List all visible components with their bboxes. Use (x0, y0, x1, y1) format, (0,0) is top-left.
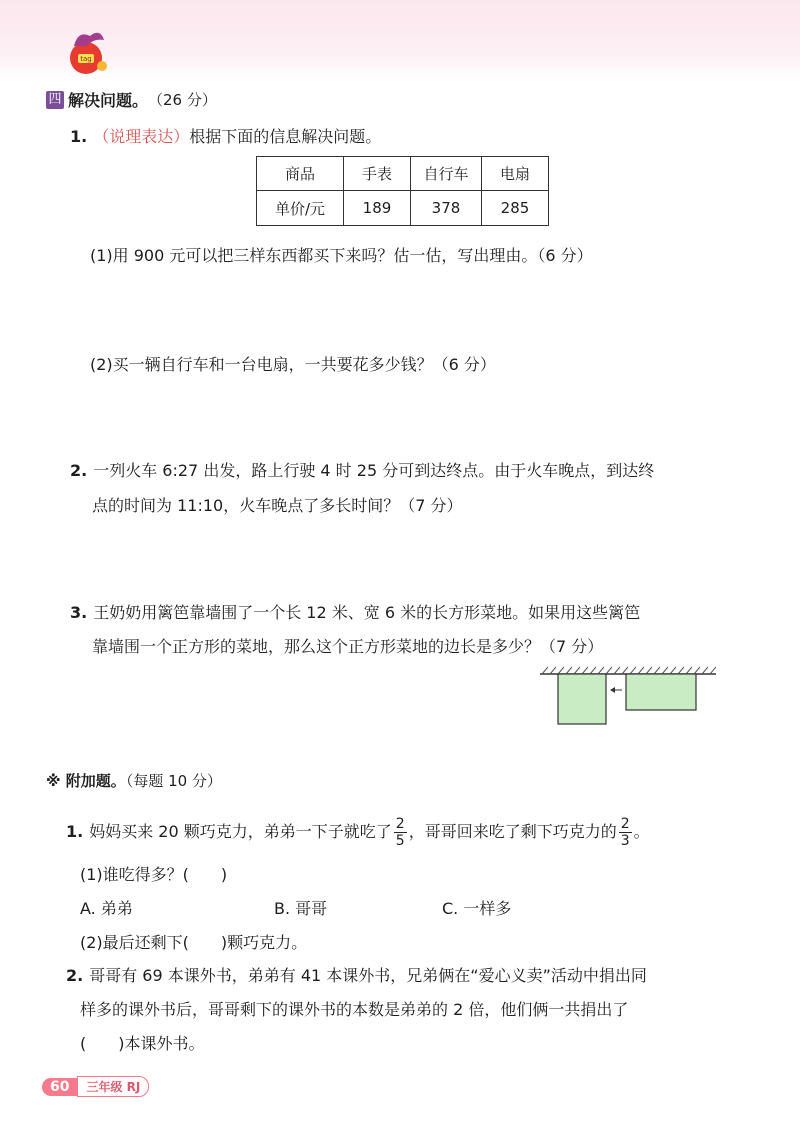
table-cell: 378 (411, 191, 482, 226)
table-row (257, 157, 549, 191)
q1-sub1: (1)用 900 元可以把三样东西都买下来吗？估一估，写出理由。（6 分） (90, 246, 593, 265)
table-row (257, 191, 549, 226)
fraction-denominator: 3 (620, 833, 630, 849)
table-header-cell: 商品 (257, 157, 344, 191)
q2-line1 (70, 458, 654, 481)
table-row-label: 单价/元 (257, 191, 344, 226)
fraction-numerator: 2 (620, 816, 630, 832)
table-cell: 285 (482, 191, 549, 226)
q3-line1 (70, 600, 640, 623)
q1-tag: （说理表达） (93, 127, 190, 146)
extra-q1-sub1: (1)谁吃得多？( ) (80, 865, 228, 884)
option-a: A. 弟弟 (80, 899, 133, 918)
fraction-numerator: 2 (395, 816, 405, 832)
extra-q1-text-c: 。 (633, 822, 650, 841)
fraction-two-fifths (394, 816, 407, 849)
q3-text-1: 王奶奶用篱笆靠墙围了一个长 12 米、宽 6 米的长方形菜地。如果用这些篱笆 (93, 603, 641, 622)
fraction-denominator: 5 (395, 833, 405, 849)
section-title-text: 解决问题。 (68, 91, 149, 110)
q1-sub2: (2)买一辆自行车和一台电扇，一共要花多少钱？（6 分） (90, 355, 496, 374)
q2-number: 2. (70, 461, 88, 480)
extra-q2-text-1: 哥哥有 69 本课外书，弟弟有 41 本课外书，兄弟俩在“爱心义卖”活动中捐出同 (89, 966, 647, 985)
extra-q2-line1 (66, 963, 647, 986)
extra-title (46, 770, 222, 791)
section-score: （26 分） (148, 91, 217, 109)
q2-text-1: 一列火车 6:27 出发，路上行驶 4 时 25 分可到达终点。由于火车晚点，到达终 (93, 461, 655, 480)
table-header-cell: 电扇 (482, 157, 549, 191)
extra-title-text: ※ 附加题。 (46, 772, 126, 790)
extra-q1-sub2: (2)最后还剩下( )颗巧克力。 (80, 933, 308, 952)
section-title (46, 88, 217, 111)
section-badge: 四 (46, 91, 64, 109)
q2-line2: 点的时间为 11:10，火车晚点了多长时间？（7 分） (92, 496, 463, 515)
page-number: 60 (42, 1078, 77, 1096)
header-band (0, 0, 800, 80)
q3-line2: 靠墙围一个正方形的菜地，那么这个正方形菜地的边长是多少？（7 分） (92, 637, 604, 656)
extra-q1-text-a: 妈妈买来 20 颗巧克力，弟弟一下子就吃了 (89, 822, 392, 841)
mascot-icon (64, 26, 114, 80)
q1-stem (70, 124, 381, 147)
table-header-cell: 自行车 (411, 157, 482, 191)
extra-q2-line2: 样多的课外书后，哥哥剩下的课外书的本数是弟弟的 2 倍，他们俩一共捐出了 (80, 1000, 629, 1019)
extra-q2-number: 2. (66, 966, 84, 985)
grade-label: 三年级 RJ (77, 1076, 149, 1097)
extra-score: （每题 10 分） (125, 772, 222, 790)
table-header-cell: 手表 (344, 157, 411, 191)
garden-figure (540, 666, 716, 732)
extra-q1-number: 1. (66, 822, 84, 841)
price-table (256, 156, 549, 226)
option-b: B. 哥哥 (274, 899, 328, 918)
q3-number: 3. (70, 603, 88, 622)
svg-text:tag: tag (80, 55, 92, 63)
page-footer (42, 1076, 149, 1097)
fraction-two-thirds (619, 816, 632, 849)
extra-q2-line3: ( )本课外书。 (80, 1034, 205, 1053)
q1-number: 1. (70, 127, 88, 146)
extra-q1-stem (66, 816, 650, 849)
table-cell: 189 (344, 191, 411, 226)
q1-text: 根据下面的信息解决问题。 (189, 127, 382, 146)
extra-q1-text-b: ，哥哥回来吃了剩下巧克力的 (408, 822, 617, 841)
option-c: C. 一样多 (442, 899, 512, 918)
